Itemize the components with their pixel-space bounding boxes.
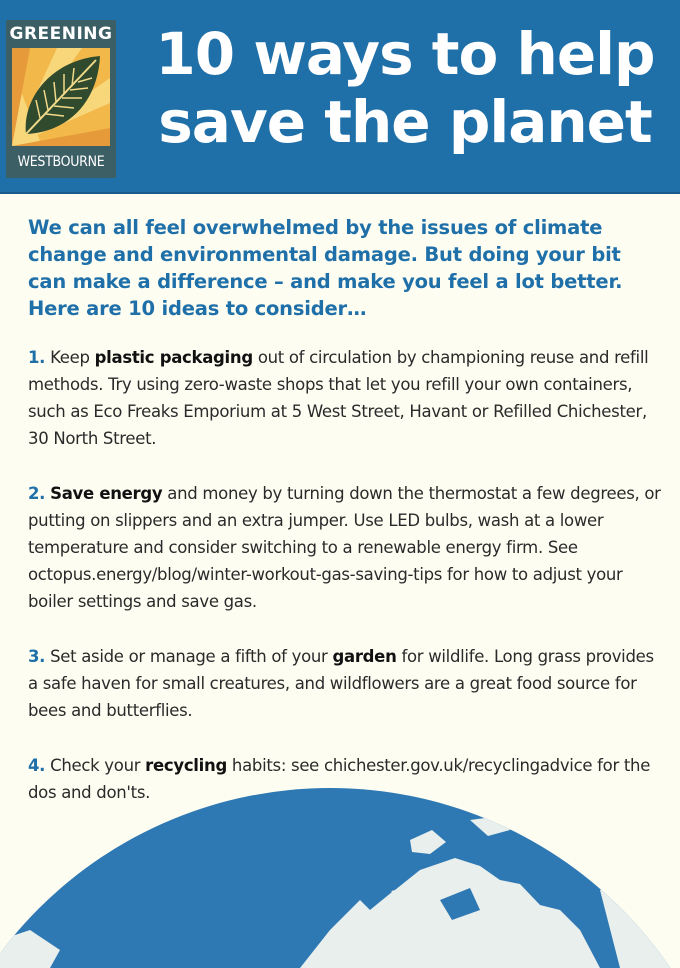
tip-highlight: garden — [332, 647, 397, 666]
tip-number: 4. — [28, 756, 46, 775]
logo-top-text: GREENING — [9, 24, 113, 44]
greening-westbourne-logo — [6, 20, 116, 178]
tip-number: 3. — [28, 647, 46, 666]
tip-item — [28, 344, 668, 452]
tip-text-after: out of circulation by championing reuse and refill methods. Try using zero-waste shops that let you refill your own containers, such as Eco Freaks Emporium at 5 West Street, Havant or Refilled Chichester, 30 North Street. — [28, 348, 649, 448]
header-banner — [0, 0, 680, 194]
title-line-2: save the planet — [158, 88, 652, 156]
tip-text-before: Keep — [45, 348, 95, 367]
tip-number: 1. — [28, 348, 46, 367]
page-title — [140, 20, 670, 156]
intro-paragraph: We can all feel overwhelmed by the issues of climate change and environmental damage. But doing your bit can make a difference – and make you feel a lot better. Here are 10 ideas to consider… — [28, 216, 623, 320]
title-line-1: 10 ways to help — [155, 20, 655, 88]
tip-highlight: recycling — [145, 756, 227, 775]
globe-illustration — [0, 780, 680, 968]
tip-text-after: for wildlife. Long grass provides a safe haven for small creatures, and wildflowers are a great food source for bees and butterflies. — [28, 647, 654, 720]
tip-highlight: Save energy — [50, 484, 163, 503]
tip-item — [28, 480, 668, 615]
logo-bottom-text: WESTBOURNE — [17, 154, 105, 170]
tip-item — [28, 643, 668, 724]
tip-text-before: Check your — [45, 756, 146, 775]
tip-number: 2. — [28, 484, 46, 503]
tip-text-before: Set aside or manage a fifth of your — [45, 647, 333, 666]
tip-text-after: and money by turning down the thermostat a few degrees, or putting on slippers and an extra jumper. Use LED bulbs, wash at a lower temperature and consider switching to a renewable energy firm. See octopus.energy/blog/winter-workout-gas-saving-tips for how to adjust your boiler settings and save gas. — [28, 484, 661, 611]
tip-highlight: plastic packaging — [94, 348, 253, 367]
leaf-icon — [12, 48, 110, 146]
tip-text-after: habits: see chichester.gov.uk/recyclingadvice for the dos and don'ts. — [28, 756, 651, 802]
